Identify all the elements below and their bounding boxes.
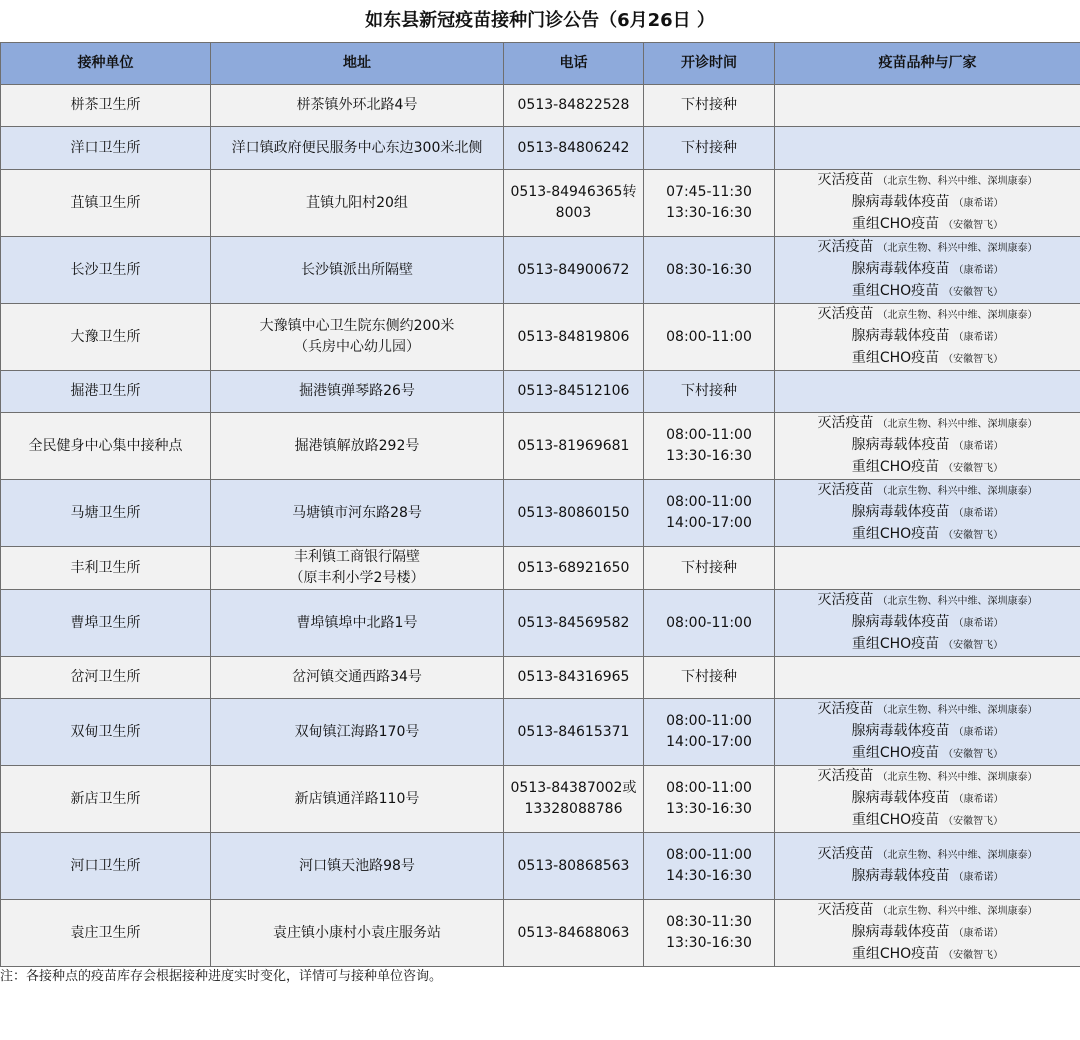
vaccine-maker: （安徽智飞） xyxy=(943,640,1004,651)
vaccine-cell xyxy=(775,237,1080,304)
phone-cell xyxy=(504,900,644,967)
vaccine-name: 重组CHO疫苗 xyxy=(851,745,940,761)
vaccine-cell xyxy=(775,127,1080,170)
address-cell xyxy=(211,237,504,304)
hours-cell xyxy=(644,237,775,304)
hours-cell-line: 下村接种 xyxy=(681,139,737,156)
vaccine-line xyxy=(775,788,1080,810)
unit-cell: 洋口卫生所 xyxy=(1,127,211,170)
vaccine-line xyxy=(775,699,1080,721)
address-cell xyxy=(211,480,504,547)
phone-cell-line: 0513-84822528 xyxy=(517,97,630,113)
vaccine-line xyxy=(775,844,1080,866)
table-row xyxy=(1,547,1080,590)
vaccine-maker: （北京生物、科兴中维、深圳康泰） xyxy=(877,772,1038,783)
footnote: 注：各接种点的疫苗库存会根据接种进度实时变化，详情可与接种单位咨询。 xyxy=(0,969,443,984)
hours-cell-line: 08:00-11:00 xyxy=(666,427,752,443)
hours-cell-line: 08:00-11:00 xyxy=(666,328,752,345)
vaccine-name: 腺病毒载体疫苗 xyxy=(851,614,950,630)
vaccine-line xyxy=(775,944,1080,966)
phone-cell-line: 0513-84806242 xyxy=(517,139,630,156)
phone-cell xyxy=(504,85,644,127)
address-cell-line: 双甸镇江海路170号 xyxy=(294,723,420,740)
unit-cell: 掘港卫生所 xyxy=(1,371,211,413)
vaccine-maker: （北京生物、科兴中维、深圳康泰） xyxy=(877,850,1038,861)
vaccine-name: 灭活疫苗 xyxy=(817,306,874,322)
phone-cell-line: 0513-84688063 xyxy=(517,924,630,941)
address-cell-line: 马塘镇市河东路28号 xyxy=(292,504,422,521)
vaccine-maker: （北京生物、科兴中维、深圳康泰） xyxy=(877,176,1038,187)
vaccine-line xyxy=(775,634,1080,656)
address-cell-line: 大豫镇中心卫生院东侧约200米 xyxy=(259,318,455,334)
vaccine-line xyxy=(775,192,1080,214)
table-header-row xyxy=(1,43,1080,85)
table-row xyxy=(1,371,1080,413)
vaccine-cell xyxy=(775,413,1080,480)
vaccine-cell xyxy=(775,900,1080,967)
hours-cell xyxy=(644,85,775,127)
vaccine-name: 腺病毒载体疫苗 xyxy=(851,504,950,520)
table-row xyxy=(1,766,1080,833)
vaccine-line xyxy=(775,502,1080,524)
vaccine-maker: （康希诺） xyxy=(953,441,1004,452)
hours-cell-line: 13:30-16:30 xyxy=(666,935,752,951)
hours-cell-line: 下村接种 xyxy=(681,97,737,113)
phone-cell-line: 13328088786 xyxy=(524,801,623,817)
vaccine-maker: （康希诺） xyxy=(953,265,1004,276)
hours-cell xyxy=(644,170,775,237)
vaccine-line xyxy=(775,766,1080,788)
vaccine-maker: （安徽智飞） xyxy=(943,463,1004,474)
address-cell-line: 岔河镇交通西路34号 xyxy=(292,669,422,685)
vaccine-name: 灭活疫苗 xyxy=(817,239,874,255)
address-cell-line: 袁庄镇小康村小袁庄服务站 xyxy=(273,924,441,941)
vaccine-line xyxy=(775,348,1080,370)
table-row xyxy=(1,170,1080,237)
address-cell-line: 掘港镇解放路292号 xyxy=(294,437,420,454)
vaccine-name: 重组CHO疫苗 xyxy=(851,812,940,828)
address-cell-line: 洋口镇政府便民服务中心东边300米北侧 xyxy=(231,139,483,156)
vaccine-maker: （康希诺） xyxy=(953,508,1004,519)
unit-cell: 丰利卫生所 xyxy=(1,547,211,590)
vaccine-cell xyxy=(775,85,1080,127)
vaccine-line xyxy=(775,480,1080,502)
vaccine-maker: （安徽智飞） xyxy=(943,816,1004,827)
address-cell xyxy=(211,413,504,480)
vaccine-name: 灭活疫苗 xyxy=(817,592,874,608)
phone-cell-line: 0513-84512106 xyxy=(517,383,630,399)
vaccine-name: 腺病毒载体疫苗 xyxy=(851,437,950,453)
unit-cell: 苴镇卫生所 xyxy=(1,170,211,237)
header-unit: 接种单位 xyxy=(1,43,211,85)
unit-cell: 大豫卫生所 xyxy=(1,304,211,371)
vaccine-maker: （康希诺） xyxy=(953,198,1004,209)
phone-cell-line: 0513-80860150 xyxy=(517,504,630,521)
vaccine-maker: （北京生物、科兴中维、深圳康泰） xyxy=(877,906,1038,917)
phone-cell xyxy=(504,833,644,900)
header-address: 地址 xyxy=(211,43,504,85)
table-row xyxy=(1,413,1080,480)
vaccine-name: 腺病毒载体疫苗 xyxy=(851,924,950,940)
table-row xyxy=(1,237,1080,304)
vaccine-cell xyxy=(775,480,1080,547)
vaccine-name: 重组CHO疫苗 xyxy=(851,216,940,232)
hours-cell-line: 13:30-16:30 xyxy=(666,801,752,817)
vaccine-name: 腺病毒载体疫苗 xyxy=(851,790,950,806)
vaccine-line xyxy=(775,326,1080,348)
unit-cell: 栟茶卫生所 xyxy=(1,85,211,127)
vaccine-line xyxy=(775,612,1080,634)
hours-cell-line: 08:00-11:00 xyxy=(666,713,752,729)
address-cell-line: 掘港镇弹琴路26号 xyxy=(299,383,415,399)
vaccine-name: 重组CHO疫苗 xyxy=(851,283,940,299)
phone-cell xyxy=(504,413,644,480)
vaccine-name: 重组CHO疫苗 xyxy=(851,350,940,366)
hours-cell-line: 下村接种 xyxy=(681,559,737,576)
vaccine-line xyxy=(775,214,1080,236)
hours-cell xyxy=(644,900,775,967)
vaccine-name: 腺病毒载体疫苗 xyxy=(851,328,950,344)
vaccine-maker: （北京生物、科兴中维、深圳康泰） xyxy=(877,596,1038,607)
vaccine-line xyxy=(775,413,1080,435)
vaccine-name: 重组CHO疫苗 xyxy=(851,459,940,475)
vaccine-line xyxy=(775,743,1080,765)
vaccine-line xyxy=(775,866,1080,888)
phone-cell-line: 0513-84387002或 xyxy=(510,780,637,796)
address-cell xyxy=(211,85,504,127)
address-cell xyxy=(211,304,504,371)
vaccine-line xyxy=(775,281,1080,303)
vaccine-line xyxy=(775,810,1080,832)
address-cell-line: 河口镇天池路98号 xyxy=(299,857,415,874)
vaccine-maker: （安徽智飞） xyxy=(943,220,1004,231)
address-cell-line: 苴镇九阳村20组 xyxy=(306,194,408,211)
address-cell-line: 新店镇通洋路110号 xyxy=(294,790,420,807)
page-title: 如东县新冠疫苗接种门诊公告（6月26日 ） xyxy=(365,10,715,31)
vaccine-name: 灭活疫苗 xyxy=(817,768,874,784)
address-cell xyxy=(211,657,504,699)
unit-cell: 河口卫生所 xyxy=(1,833,211,900)
hours-cell-line: 14:00-17:00 xyxy=(666,515,752,531)
address-cell xyxy=(211,547,504,590)
phone-cell-line: 0513-84615371 xyxy=(517,723,630,740)
table-row xyxy=(1,833,1080,900)
phone-cell xyxy=(504,304,644,371)
vaccine-cell xyxy=(775,699,1080,766)
table-row xyxy=(1,127,1080,170)
vaccine-name: 腺病毒载体疫苗 xyxy=(851,723,950,739)
vaccine-cell xyxy=(775,766,1080,833)
header-hours: 开诊时间 xyxy=(644,43,775,85)
vaccine-maker: （安徽智飞） xyxy=(943,749,1004,760)
vaccine-maker: （北京生物、科兴中维、深圳康泰） xyxy=(877,243,1038,254)
phone-cell xyxy=(504,237,644,304)
vaccine-cell xyxy=(775,833,1080,900)
vaccine-cell xyxy=(775,590,1080,657)
hours-cell-line: 13:30-16:30 xyxy=(666,448,752,464)
hours-cell xyxy=(644,766,775,833)
hours-cell-line: 08:00-11:00 xyxy=(666,780,752,796)
unit-cell: 岔河卫生所 xyxy=(1,657,211,699)
hours-cell-line: 08:30-16:30 xyxy=(666,261,752,278)
vaccine-name: 腺病毒载体疫苗 xyxy=(851,261,950,277)
vaccine-name: 腺病毒载体疫苗 xyxy=(851,194,950,210)
hours-cell-line: 下村接种 xyxy=(681,669,737,685)
hours-cell-line: 08:00-11:00 xyxy=(666,614,752,631)
phone-cell-line: 0513-84900672 xyxy=(517,261,630,278)
vaccine-name: 灭活疫苗 xyxy=(817,846,874,862)
phone-cell xyxy=(504,657,644,699)
header-vaccines: 疫苗品种与厂家 xyxy=(775,43,1080,85)
address-cell-line: （兵房中心幼儿园） xyxy=(294,339,420,355)
vaccine-line xyxy=(775,721,1080,743)
hours-cell xyxy=(644,657,775,699)
vaccine-cell xyxy=(775,657,1080,699)
hours-cell-line: 下村接种 xyxy=(681,383,737,399)
phone-cell xyxy=(504,590,644,657)
address-cell-line: 栟茶镇外环北路4号 xyxy=(296,97,418,113)
unit-cell: 曹埠卫生所 xyxy=(1,590,211,657)
table-row xyxy=(1,900,1080,967)
hours-cell xyxy=(644,480,775,547)
address-cell xyxy=(211,833,504,900)
vaccine-maker: （北京生物、科兴中维、深圳康泰） xyxy=(877,419,1038,430)
address-cell xyxy=(211,699,504,766)
vaccine-name: 灭活疫苗 xyxy=(817,902,874,918)
vaccine-name: 重组CHO疫苗 xyxy=(851,946,940,962)
table-row xyxy=(1,480,1080,547)
hours-cell xyxy=(644,699,775,766)
hours-cell xyxy=(644,833,775,900)
vaccine-cell xyxy=(775,547,1080,590)
hours-cell-line: 08:00-11:00 xyxy=(666,494,752,510)
phone-cell-line: 0513-80868563 xyxy=(517,857,630,874)
hours-cell-line: 08:00-11:00 xyxy=(666,847,752,863)
unit-cell: 马塘卫生所 xyxy=(1,480,211,547)
unit-cell: 新店卫生所 xyxy=(1,766,211,833)
address-cell xyxy=(211,766,504,833)
phone-cell xyxy=(504,127,644,170)
phone-cell xyxy=(504,766,644,833)
phone-cell xyxy=(504,170,644,237)
address-cell xyxy=(211,900,504,967)
hours-cell xyxy=(644,127,775,170)
address-cell-line: 曹埠镇埠中北路1号 xyxy=(296,614,418,631)
hours-cell xyxy=(644,590,775,657)
unit-cell: 全民健身中心集中接种点 xyxy=(1,413,211,480)
header-phone: 电话 xyxy=(504,43,644,85)
vaccine-maker: （康希诺） xyxy=(953,794,1004,805)
vaccine-line xyxy=(775,170,1080,192)
hours-cell-line: 14:30-16:30 xyxy=(666,868,752,884)
vaccine-maker: （安徽智飞） xyxy=(943,287,1004,298)
phone-cell xyxy=(504,371,644,413)
unit-cell: 袁庄卫生所 xyxy=(1,900,211,967)
vaccine-line xyxy=(775,304,1080,326)
vaccine-name: 灭活疫苗 xyxy=(817,415,874,431)
vaccine-maker: （康希诺） xyxy=(953,332,1004,343)
vaccine-line xyxy=(775,457,1080,479)
vaccine-name: 灭活疫苗 xyxy=(817,701,874,717)
vaccine-name: 重组CHO疫苗 xyxy=(851,636,940,652)
phone-cell-line: 0513-81969681 xyxy=(517,437,630,454)
vaccine-maker: （康希诺） xyxy=(953,727,1004,738)
vaccine-line xyxy=(775,900,1080,922)
vaccine-name: 重组CHO疫苗 xyxy=(851,526,940,542)
vaccine-maker: （北京生物、科兴中维、深圳康泰） xyxy=(877,486,1038,497)
address-cell xyxy=(211,590,504,657)
address-cell xyxy=(211,170,504,237)
hours-cell-line: 08:30-11:30 xyxy=(666,914,752,930)
vaccine-maker: （康希诺） xyxy=(953,928,1004,939)
phone-cell-line: 0513-84316965 xyxy=(517,669,630,685)
vaccine-name: 灭活疫苗 xyxy=(817,172,874,188)
hours-cell xyxy=(644,371,775,413)
address-cell-line: 丰利镇工商银行隔壁 xyxy=(294,549,420,565)
phone-cell xyxy=(504,547,644,590)
vaccine-name: 灭活疫苗 xyxy=(817,482,874,498)
hours-cell xyxy=(644,304,775,371)
phone-cell xyxy=(504,699,644,766)
phone-cell-line: 8003 xyxy=(555,205,592,221)
vaccine-cell xyxy=(775,371,1080,413)
vaccine-maker: （安徽智飞） xyxy=(943,354,1004,365)
table-body xyxy=(1,85,1080,967)
unit-cell: 双甸卫生所 xyxy=(1,699,211,766)
vaccine-cell xyxy=(775,170,1080,237)
phone-cell-line: 0513-84569582 xyxy=(517,614,630,631)
vaccine-line xyxy=(775,590,1080,612)
vaccine-line xyxy=(775,237,1080,259)
hours-cell-line: 13:30-16:30 xyxy=(666,205,752,221)
hours-cell-line: 14:00-17:00 xyxy=(666,734,752,750)
vaccine-maker: （康希诺） xyxy=(953,618,1004,629)
vaccine-maker: （康希诺） xyxy=(953,872,1004,883)
hours-cell xyxy=(644,547,775,590)
vaccine-line xyxy=(775,259,1080,281)
hours-cell-line: 07:45-11:30 xyxy=(666,184,752,200)
hours-cell xyxy=(644,413,775,480)
vaccine-line xyxy=(775,524,1080,546)
address-cell xyxy=(211,127,504,170)
table-row xyxy=(1,85,1080,127)
table-row xyxy=(1,699,1080,766)
vaccine-maker: （安徽智飞） xyxy=(943,530,1004,541)
vaccine-maker: （北京生物、科兴中维、深圳康泰） xyxy=(877,705,1038,716)
phone-cell-line: 0513-84946365转 xyxy=(510,184,637,200)
phone-cell-line: 0513-68921650 xyxy=(517,559,630,576)
vaccine-name: 腺病毒载体疫苗 xyxy=(851,868,950,884)
schedule-table xyxy=(0,42,1080,967)
address-cell xyxy=(211,371,504,413)
phone-cell xyxy=(504,480,644,547)
vaccine-maker: （安徽智飞） xyxy=(943,950,1004,961)
address-cell-line: （原丰利小学2号楼） xyxy=(289,570,425,586)
table-row xyxy=(1,657,1080,699)
unit-cell: 长沙卫生所 xyxy=(1,237,211,304)
table-row xyxy=(1,304,1080,371)
phone-cell-line: 0513-84819806 xyxy=(517,328,630,345)
table-row xyxy=(1,590,1080,657)
address-cell-line: 长沙镇派出所隔壁 xyxy=(301,261,413,278)
vaccine-line xyxy=(775,922,1080,944)
vaccine-line xyxy=(775,435,1080,457)
vaccine-cell xyxy=(775,304,1080,371)
vaccine-maker: （北京生物、科兴中维、深圳康泰） xyxy=(877,310,1038,321)
